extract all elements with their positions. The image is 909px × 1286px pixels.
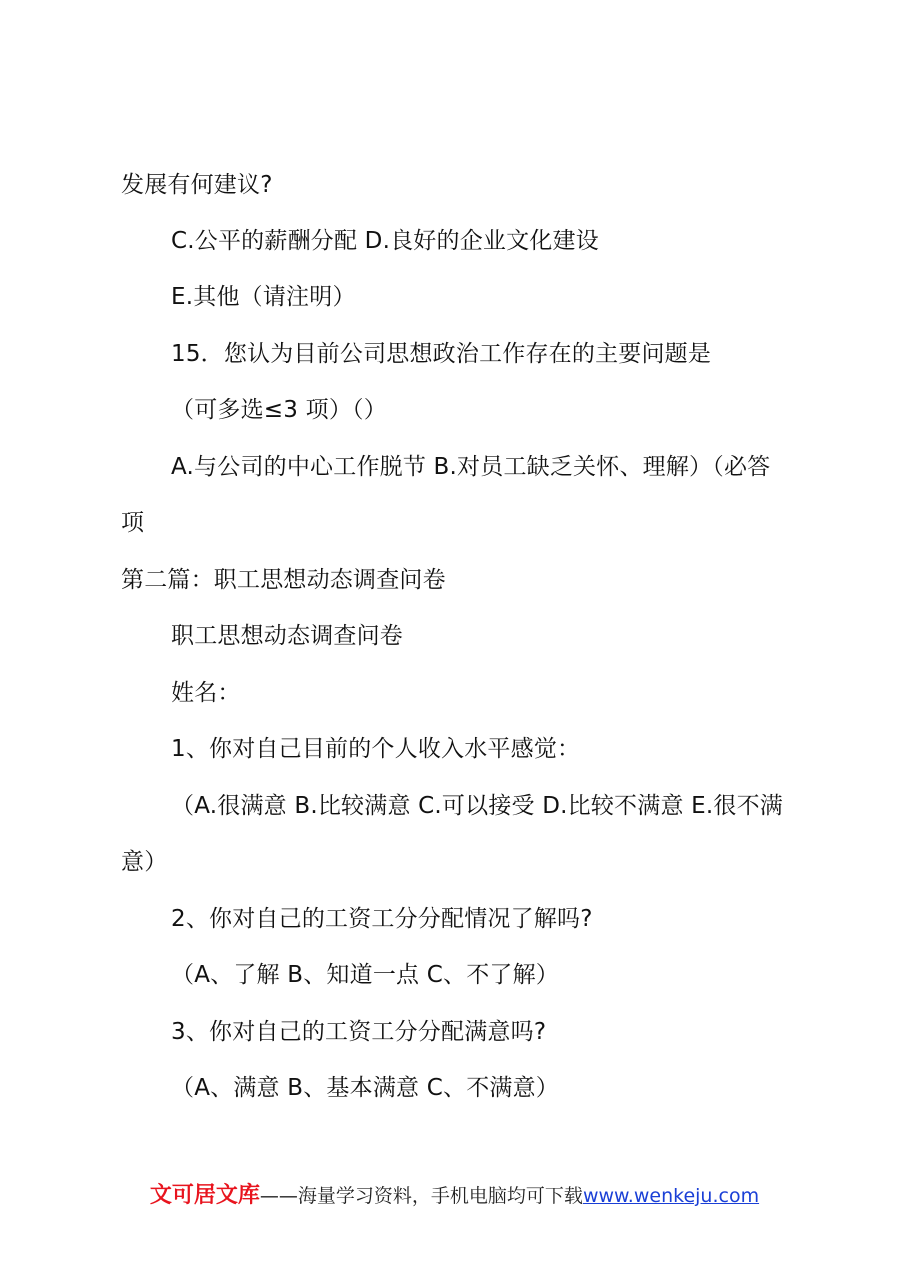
section-heading: 第二篇：职工思想动态调查问卷 <box>121 567 446 593</box>
footer-site-link[interactable]: www.wenkeju.com <box>582 1185 760 1207</box>
footer-brand: 文可居文库 <box>149 1183 260 1208</box>
option-line-e: E.其他（请注明） <box>171 284 356 310</box>
question-1-options: （A.很满意 B.比较满意 C.可以接受 D.比较不满意 E.很不满 <box>171 793 784 819</box>
question-2-options: （A、了解 B、知道一点 C、不了解） <box>171 962 559 988</box>
question-15: 15．您认为目前公司思想政治工作存在的主要问题是 <box>171 341 712 367</box>
option-line-a-b: A.与公司的中心工作脱节 B.对员工缺乏关怀、理解）（必答 <box>171 454 771 480</box>
page-footer <box>0 1183 909 1209</box>
question-1-options-wrap: 意） <box>121 849 168 875</box>
text-line-continuation: 发展有何建议? <box>121 172 273 198</box>
footer-tagline: ——海量学习资料，手机电脑均可下载 <box>259 1185 583 1207</box>
question-2: 2、你对自己的工资工分分配情况了解吗? <box>171 906 593 932</box>
name-field-label: 姓名： <box>171 680 241 706</box>
question-3: 3、你对自己的工资工分分配满意吗? <box>171 1019 547 1045</box>
question-1: 1、你对自己目前的个人收入水平感觉： <box>171 736 581 762</box>
option-line-c-d: C.公平的薪酬分配 D.良好的企业文化建设 <box>171 228 599 254</box>
survey-title: 职工思想动态调查问卷 <box>171 623 403 649</box>
question-15-note: （可多选≤3 项）（） <box>171 397 387 423</box>
question-3-options: （A、满意 B、基本满意 C、不满意） <box>171 1075 559 1101</box>
option-line-a-b-wrap: 项 <box>121 510 145 536</box>
